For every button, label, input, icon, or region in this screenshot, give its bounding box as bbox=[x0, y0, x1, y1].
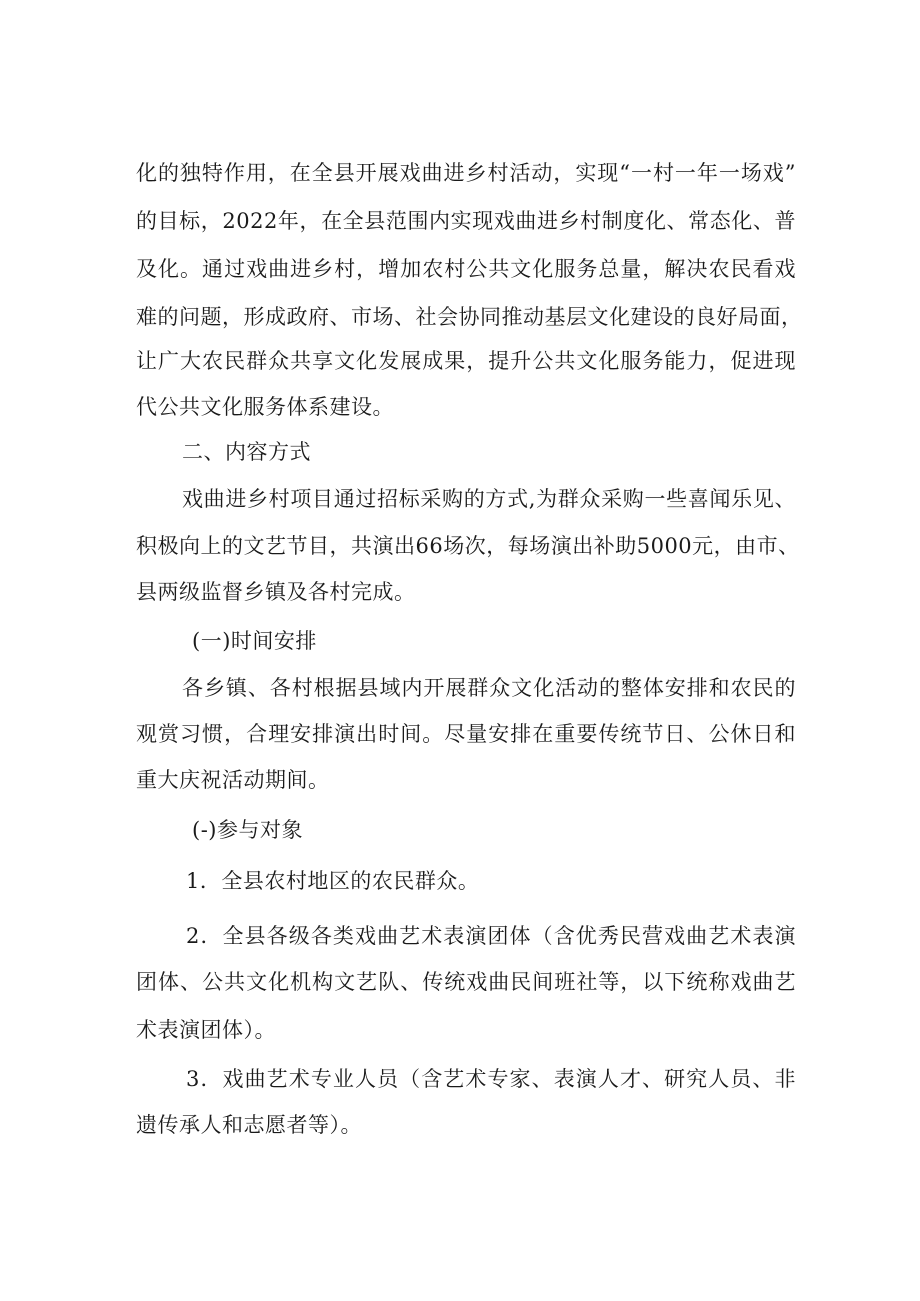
item2-line-1: 2．全县各级各类戏曲艺术表演团体（含优秀民营戏曲艺术表演 bbox=[186, 924, 796, 948]
section2-line-3: 县两级监督乡镇及各村完成。 bbox=[136, 580, 416, 604]
intro-line-1: 化的独特作用，在全县开展戏曲进乡村活动，实现“一村一年一场戏” bbox=[136, 161, 796, 185]
intro-line-5: 让广大农民群众共享文化发展成果，提升公共文化服务能力，促进现 bbox=[136, 349, 796, 373]
participant-item-1: 1．全县农村地区的农民群众。 bbox=[186, 869, 480, 893]
intro-line-3: 及化。通过戏曲进乡村，增加农村公共文化服务总量，解决农民看戏 bbox=[136, 257, 796, 281]
item3-line-1: 3．戏曲艺术专业人员（含艺术专家、表演人才、研究人员、非 bbox=[186, 1067, 796, 1091]
section2-line-2: 积极向上的文艺节目，共演出66场次，每场演出补助5000元，由市、 bbox=[136, 534, 800, 558]
intro-line-4: 难的问题，形成政府、市场、社会协同推动基层文化建设的良好局面， bbox=[136, 305, 803, 329]
time-line-2: 观赏习惯，合理安排演出时间。尽量安排在重要传统节日、公休日和 bbox=[136, 722, 796, 746]
intro-line-2: 的目标，2022年，在全县范围内实现戏曲进乡村制度化、常态化、普 bbox=[136, 209, 796, 233]
subheading-time-arrangement: (一)时间安排 bbox=[192, 629, 317, 653]
intro-line-6: 代公共文化服务体系建设。 bbox=[136, 395, 394, 419]
time-line-1: 各乡镇、各村根据县域内开展群众文化活动的整体安排和农民的 bbox=[182, 676, 796, 700]
item3-line-2: 遗传承人和志愿者等）。 bbox=[136, 1113, 362, 1137]
section2-line-1: 戏曲进乡村项目通过招标采购的方式,为群众采购一些喜闻乐见、 bbox=[182, 487, 796, 511]
subheading-participants: (-)参与对象 bbox=[192, 818, 303, 842]
item2-line-2: 团体、公共文化机构文艺队、传统戏曲民间班社等，以下统称戏曲艺 bbox=[136, 970, 796, 994]
time-line-3: 重大庆祝活动期间。 bbox=[136, 768, 330, 792]
section-heading-content-method: 二、内容方式 bbox=[182, 440, 311, 464]
item2-line-3: 术表演团体）。 bbox=[136, 1018, 276, 1042]
